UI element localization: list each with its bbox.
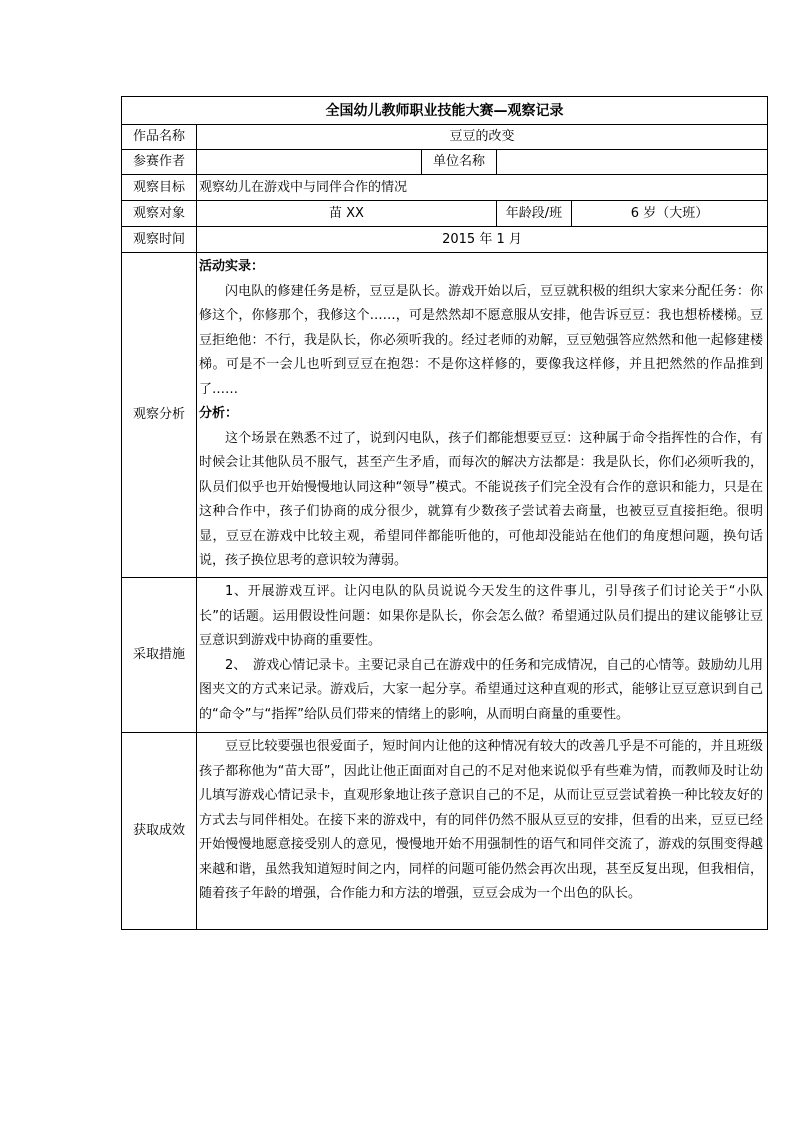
record-table [121, 96, 768, 930]
work-name-label: 作品名称 [122, 125, 197, 150]
analysis-content [197, 253, 768, 578]
analysis-heading: 分析： [199, 406, 239, 421]
goal-value: 观察幼儿在游戏中与同伴合作的情况 [197, 175, 768, 201]
unit-name-label: 单位名称 [422, 150, 497, 175]
age-class-value: 6 岁（大班） [572, 201, 768, 227]
observation-record-form [121, 96, 767, 930]
measure-item-2: 2、 游戏心情记录卡。主要记录自己在游戏中的任务和完成情况，自己的心情等。鼓励幼儿用图夹文的方式来记录。游戏后，大家一起分享。希望通过这种直观的形式，能够让豆豆意识到自己的“命令”与“指挥”给队员们带来的情绪上的影响，从而明白商量的重要性。 [199, 657, 763, 722]
record-text: 闪电队的修建任务是桥，豆豆是队长。游戏开始以后，豆豆就积极的组织大家来分配任务：你修这个，你修那个，我修这个……，可是然然却不愿意服从安排，他告诉豆豆：我也想桥楼梯。豆豆拒绝他：不行，我是队长，你必须听我的。经过老师的劝解，豆豆勉强答应然然和他一起修建楼梯。可是不一会儿也听到豆豆在抱怨：不是你这样修的，要像我这样修，并且把然然的作品推到了…… [199, 283, 763, 397]
results-text: 豆豆比较要强也很爱面子，短时间内让他的这种情况有较大的改善几乎是不可能的，并且班级孩子都称他为“苗大哥”，因此让他正面面对自己的不足对他来说似乎有些难为情，而教师及时让幼儿填写游戏心情记录卡，直观形象地让孩子意识自己的不足，从而让豆豆尝试着换一种比较友好的方式去与同伴相处。在接下来的游戏中，有的同伴仍然不服从豆豆的安排，但看的出来，豆豆已经开始慢慢地愿意接受别人的意见，慢慢地开始不用强制性的语气和同伴交流了，游戏的氛围变得越来越和谐，虽然我知道短时间之内，同样的问题可能仍然会再次出现，甚至反复出现，但我相信，随着孩子年龄的增强，合作能力和方法的增强，豆豆会成为一个出色的队长。 [199, 739, 763, 901]
form-title: 全国幼儿教师职业技能大赛—观察记录 [122, 97, 768, 125]
measure-item-1: 1、开展游戏互评。让闪电队的队员说说今天发生的这件事儿，引导孩子们讨论关于“小队长”的话题。运用假设性问题：如果你是队长，你会怎么做？希望通过队员们提出的建议能够让豆豆意识到游戏中协商的重要性。 [199, 584, 763, 648]
author-label: 参赛作者 [122, 150, 197, 175]
measures-label: 采取措施 [122, 578, 197, 733]
author-value [197, 150, 422, 175]
work-name-value: 豆豆的改变 [197, 125, 768, 150]
unit-name-value [497, 150, 768, 175]
analysis-label: 观察分析 [122, 253, 197, 578]
goal-label: 观察目标 [122, 175, 197, 201]
time-value: 2015 年 1 月 [197, 227, 768, 253]
analysis-text: 这个场景在熟悉不过了，说到闪电队，孩子们都能想要豆豆：这种属于命令指挥性的合作，有时候会让其他队员不服气，甚至产生矛盾，而每次的解决方法都是：我是队长，你们必须听我的，队员们似乎也开始慢慢地认同这种“领导”模式。不能说孩子们完全没有合作的意识和能力，只是在这种合作中，孩子们协商的成分很少，就算有少数孩子尝试着去商量，也被豆豆直接拒绝。很明显，豆豆在游戏中比较主观，希望同伴都能听他的，可他却没能站在他们的角度想问题，换句话说，孩子换位思考的意识较为薄弱。 [199, 430, 763, 568]
time-label: 观察时间 [122, 227, 197, 253]
age-class-label: 年龄段/班 [497, 201, 572, 227]
results-label: 获取成效 [122, 733, 197, 930]
results-content [197, 733, 768, 930]
measures-content [197, 578, 768, 733]
record-heading: 活动实录： [199, 259, 265, 274]
subject-value: 苗 XX [197, 201, 497, 227]
subject-label: 观察对象 [122, 201, 197, 227]
